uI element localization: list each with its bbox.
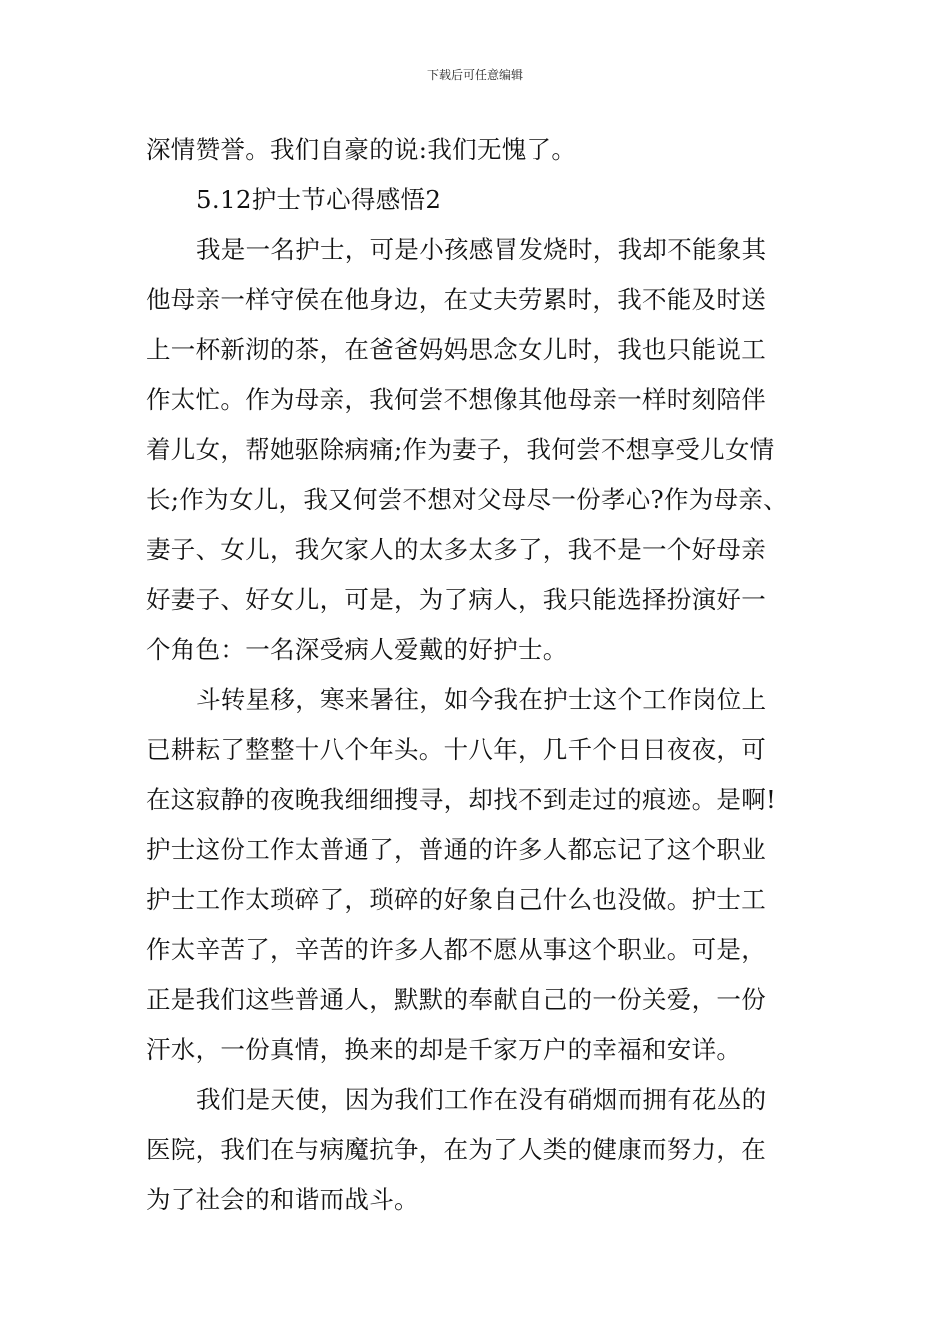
document-body xyxy=(146,125,816,1225)
text-line: 医院，我们在与病魔抗争，在为了人类的健康而努力，在 xyxy=(146,1135,766,1164)
text-line: 他母亲一样守侯在他身边，在丈夫劳累时，我不能及时送 xyxy=(146,285,766,314)
section-heading: 5.12护士节心得感悟2 xyxy=(196,185,442,214)
text-line: 作太忙。作为母亲，我何尝不想像其他母亲一样时刻陪伴 xyxy=(146,385,766,414)
text-line: 我们是天使，因为我们工作在没有硝烟而拥有花丛的 xyxy=(196,1085,767,1114)
header-note: 下载后可任意编辑 xyxy=(426,68,523,82)
text-line: 作太辛苦了，辛苦的许多人都不愿从事这个职业。可是， xyxy=(146,935,766,964)
text-line: 正是我们这些普通人，默默的奉献自己的一份关爱，一份 xyxy=(146,985,766,1014)
text-line: 护士工作太琐碎了，琐碎的好象自己什么也没做。护士工 xyxy=(146,885,766,914)
text-line: 护士这份工作太普通了，普通的许多人都忘记了这个职业 xyxy=(146,835,766,864)
text-line: 着儿女，帮她驱除病痛;作为妻子，我何尝不想享受儿女情 xyxy=(146,435,775,464)
text-line: 已耕耘了整整十八个年头。十八年，几千个日日夜夜，可 xyxy=(146,735,766,764)
text-line: 长;作为女儿，我又何尝不想对父母尽一份孝心?作为母亲、 xyxy=(146,485,788,514)
text-line: 深情赞誉。我们自豪的说:我们无愧了。 xyxy=(146,135,577,164)
text-line: 好妻子、好女儿，可是，为了病人，我只能选择扮演好一 xyxy=(146,585,766,614)
text-line: 妻子、女儿，我欠家人的太多太多了，我不是一个好母亲 xyxy=(146,535,766,564)
text-line: 为了社会的和谐而战斗。 xyxy=(146,1185,419,1214)
text-line: 汗水，一份真情，换来的却是千家万户的幸福和安详。 xyxy=(146,1035,742,1064)
text-line: 我是一名护士，可是小孩感冒发烧时，我却不能象其 xyxy=(196,235,767,264)
text-line: 个角色：一名深受病人爱戴的好护士。 xyxy=(146,635,568,664)
text-line: 斗转星移，寒来暑往，如今我在护士这个工作岗位上 xyxy=(196,685,767,714)
text-line: 上一杯新沏的茶，在爸爸妈妈思念女儿时，我也只能说工 xyxy=(146,335,766,364)
text-line: 在这寂静的夜晚我细细搜寻，却找不到走过的痕迹。是啊! xyxy=(146,785,777,814)
